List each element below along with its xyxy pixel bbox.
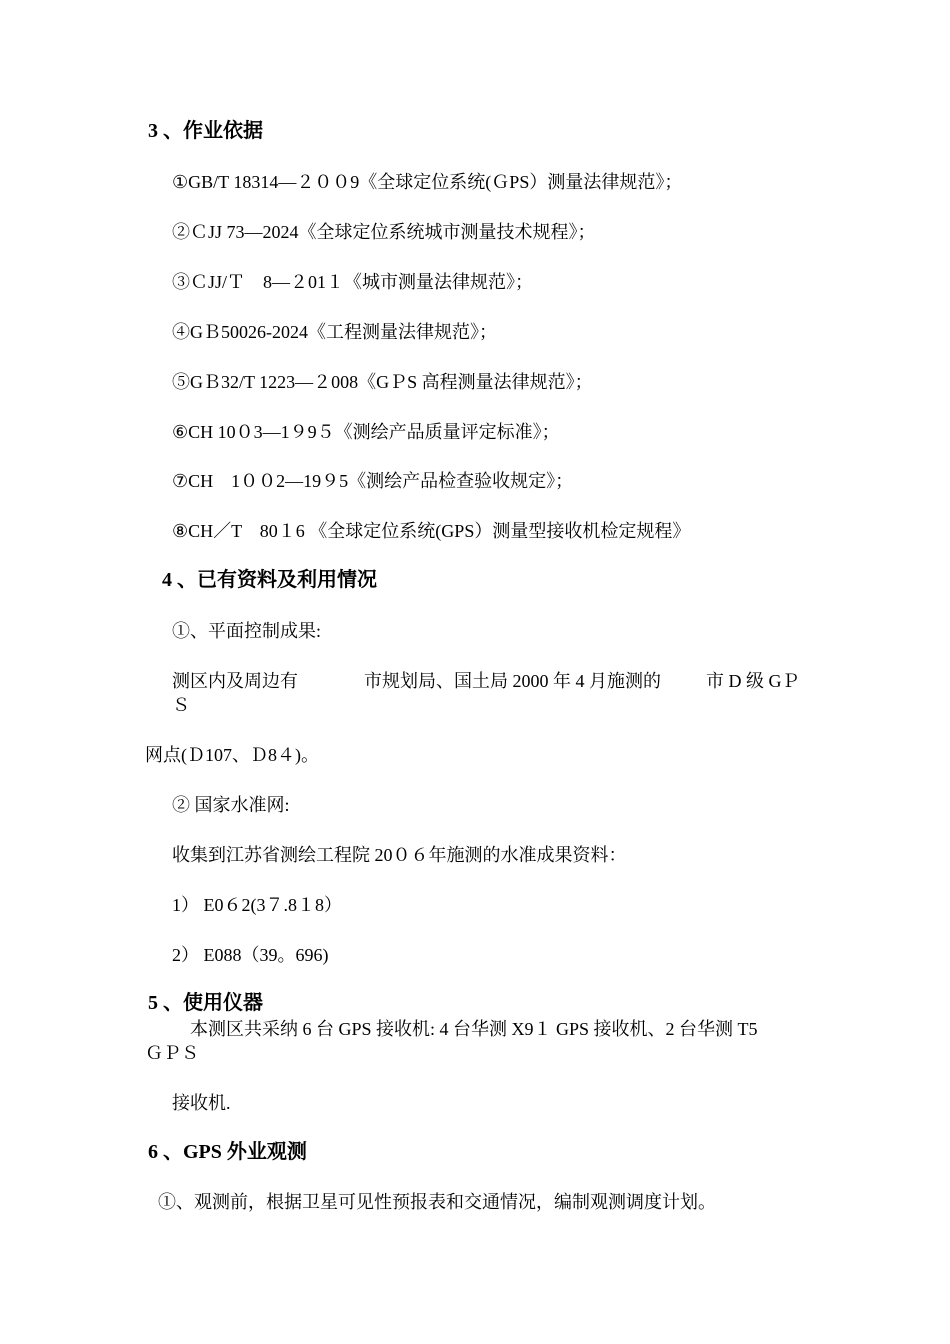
instrument-text-b: ＧＰＳ [145, 1043, 199, 1063]
standard-item-2: ②ＣJJ 73—2024《全球定位系统城市测量技术规程》； [172, 222, 596, 242]
standard-item-8: ⑧CH／T 80１6 《全球定位系统(GPS）测量型接收机检定规程》 [172, 521, 691, 541]
leveling-network-title: ② 国家水准网: [172, 795, 290, 815]
standard-item-4: ④GＢ50026-2024《工程测量法律规范》； [172, 322, 497, 342]
plane-control-text-d: Ｓ [172, 695, 190, 715]
standard-item-7: ⑦CH 1００2—19９5《测绘产品检查验收规定》； [172, 471, 574, 491]
leveling-network-text: 收集到江苏省测绘工程院 20０６年施测的水准成果资料： [172, 845, 627, 865]
instrument-text-a: 本测区共采纳 6 台 GPS 接收机: 4 台华测 X9１ GPS 接收机、2 台华测 T5 [190, 1019, 758, 1039]
standard-item-5: ⑤GＢ32/T 1223—２008《GＰS 高程测量法律规范》； [172, 372, 593, 392]
instrument-text-c: 接收机. [172, 1093, 231, 1113]
plane-control-text-a: 测区内及周边有 [172, 671, 298, 691]
observation-item-1: ①、观测前，根据卫星可见性预报表和交通情况，编制观测调度计划。 [158, 1192, 716, 1212]
plane-control-title: ①、平面控制成果: [172, 621, 322, 641]
plane-control-text-e: 网点(Ｄ107、Ｄ8４)。 [145, 745, 319, 765]
standard-item-1: ①GB/T 18314—２００9《全球定位系统(ＧPS）测量法律规范》； [172, 172, 683, 192]
leveling-list-item-1: 1） E0６2(3７.8１8） [172, 895, 342, 915]
section-6-heading: 6 、GPS 外业观测 [148, 1141, 307, 1163]
standard-item-6: ⑥CH 10０3—1９9５《测绘产品质量评定标准》； [172, 422, 560, 442]
standard-item-3: ③ＣJJ/Ｔ 8—２01１《城市测量法律规范》； [172, 272, 534, 292]
plane-control-text-c: 市 D 级 GＰ [706, 671, 800, 691]
section-3-heading: 3 、作业依据 [148, 120, 263, 142]
plane-control-text-b: 市规划局、国土局 2000 年 4 月施测的 [364, 671, 661, 691]
section-5-heading: 5 、使用仪器 [148, 992, 263, 1014]
leveling-list-item-2: 2） E088（39。696) [172, 945, 329, 965]
section-4-heading: 4 、已有资料及利用情况 [162, 569, 377, 591]
